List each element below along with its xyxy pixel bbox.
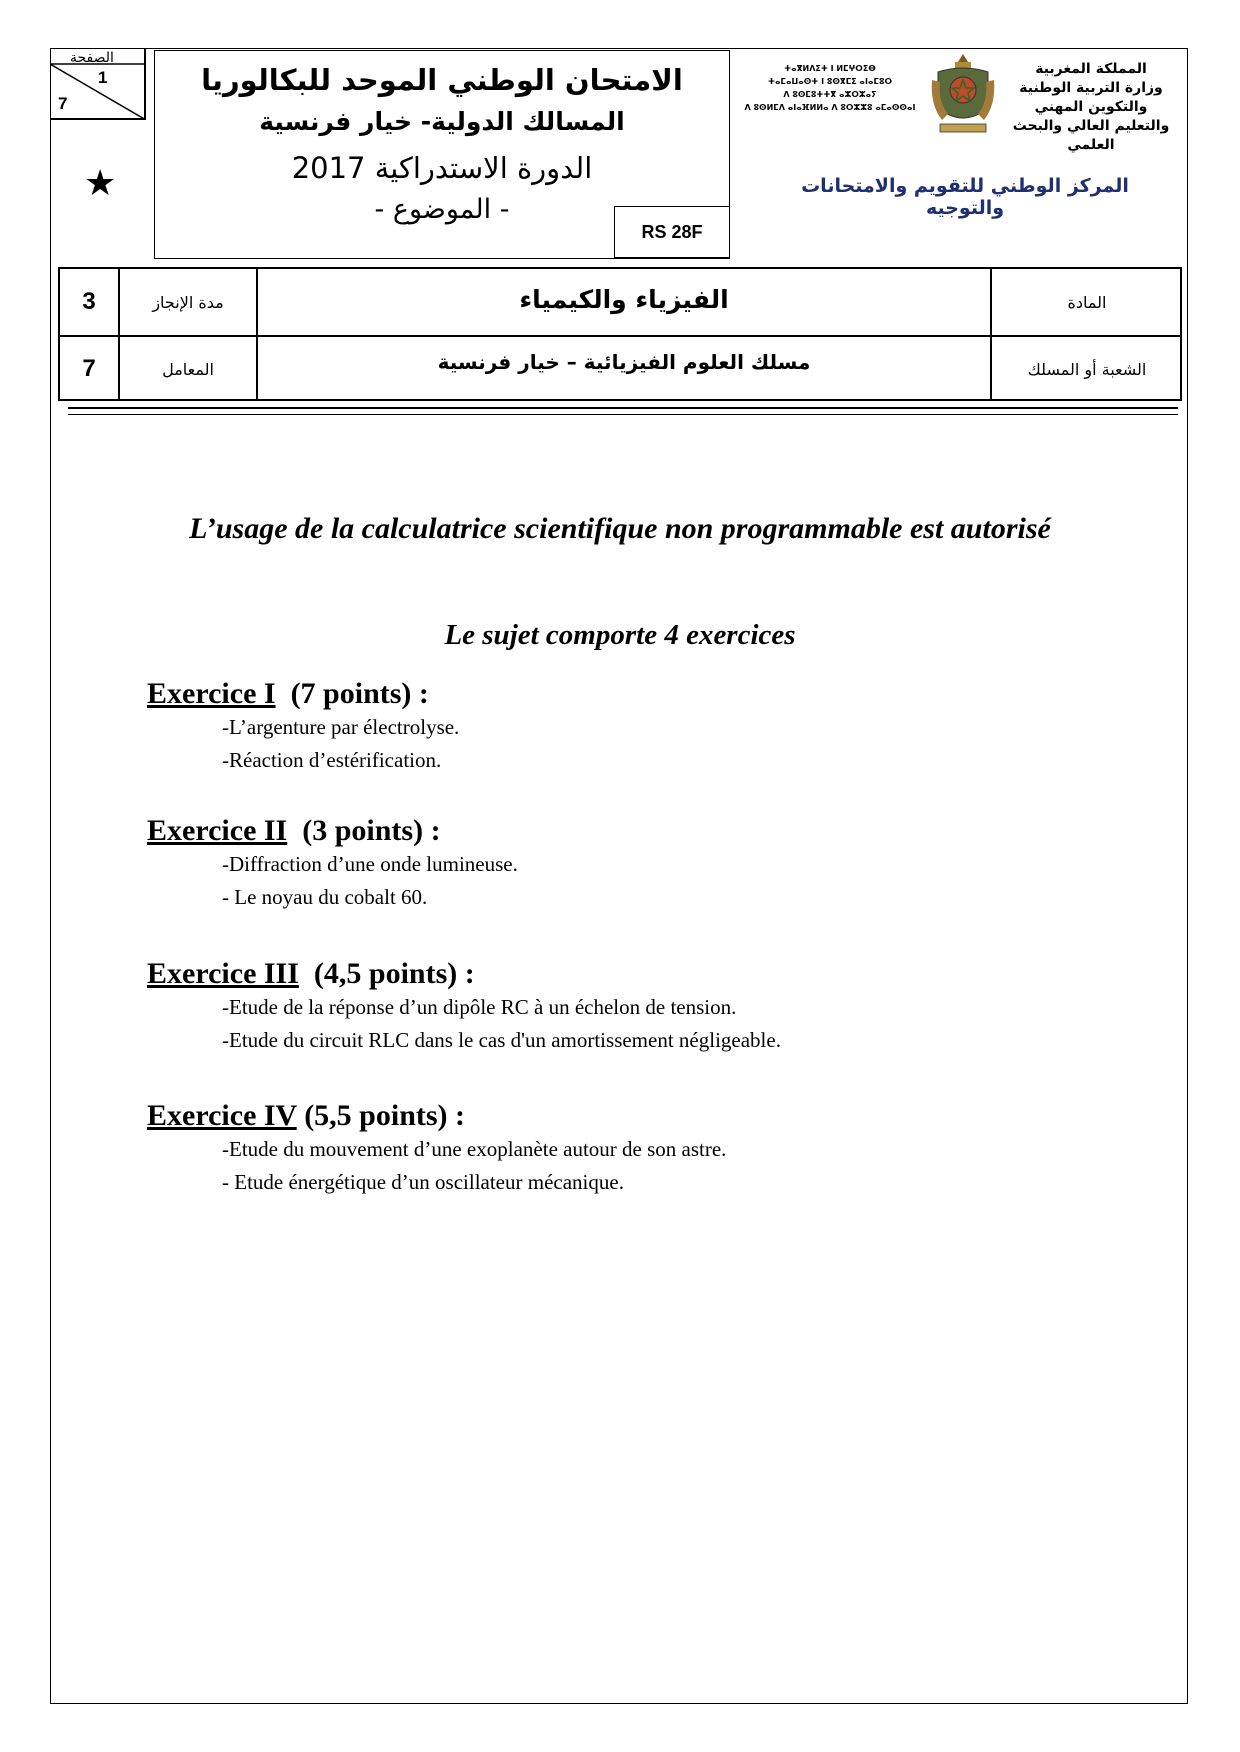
exercise-block — [147, 814, 518, 914]
exercise-topic: -Réaction d’estérification. — [222, 748, 442, 772]
ministry-name — [996, 60, 1186, 155]
page-total: 7 — [58, 94, 68, 113]
header-divider-thin — [68, 414, 1178, 415]
page-counter-box — [50, 48, 146, 120]
ministry-line: والتعليم العالي والبحث العلمي — [1012, 118, 1170, 153]
tifinagh-line: ⵜⴰⴳⵍⴷⵉⵜ ⵏ ⵍⵎⵖⵔⵉⴱ — [784, 64, 876, 73]
subject-field-label: المادة — [1067, 292, 1107, 312]
exercise-name: Exercice IV — [147, 1099, 297, 1132]
page-label: الصفحة — [70, 50, 114, 66]
exam-info-table — [58, 267, 1182, 401]
duration-label: مدة الإنجاز — [152, 292, 224, 312]
subject-note: Le sujet comporte 4 exercices — [444, 619, 796, 651]
star-icon: ★ — [84, 163, 117, 204]
tifinagh-line: ⴷ ⵓⵙⵎⵓⵜⵜⴳ ⴰⵣⵔⵣⴰⵢ — [783, 90, 877, 99]
header-divider — [68, 407, 1178, 409]
exercise-block — [147, 1099, 726, 1199]
duration-value: 3 — [82, 288, 96, 315]
tifinagh-ministry-name — [732, 62, 928, 114]
ministry-line: والتكوين المهني — [1034, 99, 1148, 115]
exercise-block — [147, 957, 781, 1057]
ministry-line: وزارة التربية الوطنية — [1019, 80, 1163, 96]
exercise-topic: -L’argenture par électrolyse. — [222, 715, 460, 739]
exercise-heading — [147, 1099, 726, 1133]
exercise-points: (4,5 points) : — [313, 957, 475, 990]
exercise-name: Exercice I — [147, 677, 276, 710]
exercise-name: Exercice II — [147, 814, 288, 847]
evaluation-center-name: المركز الوطني للتقويم والامتحانات والتوجيه — [801, 175, 1129, 219]
exercise-heading — [147, 957, 781, 991]
exercise-points: (7 points) : — [290, 677, 429, 710]
exercise-name: Exercice III — [147, 957, 299, 990]
page-number: 1 — [98, 68, 108, 87]
exercise-heading — [147, 677, 459, 711]
tifinagh-line: ⵜⴰⵎⴰⵡⴰⵙⵜ ⵏ ⵓⵙⴳⵎⵉ ⴰⵏⴰⵎⵓⵔ — [768, 77, 892, 86]
coefficient-value: 7 — [82, 355, 96, 382]
exercise-topic: -Diffraction d’une onde lumineuse. — [222, 852, 518, 876]
exercise-topic: - Etude énergétique d’un oscillateur mécanique. — [222, 1170, 624, 1194]
exam-code: RS 28F — [614, 206, 730, 258]
subject-label: - الموضوع - — [374, 194, 510, 225]
exercise-topic: -Etude du mouvement d’une exoplanète autour de son astre. — [222, 1137, 727, 1161]
track-field-label: الشعبة أو المسلك — [1027, 359, 1147, 379]
exam-track-title: المسالك الدولية- خيار فرنسية — [259, 107, 625, 136]
subject-name: الفيزياء والكيمياء — [519, 284, 729, 314]
coefficient-label: المعامل — [162, 359, 214, 379]
exercise-heading — [147, 814, 518, 848]
exercise-topic: -Etude de la réponse d’un dipôle RC à un échelon de tension. — [222, 995, 737, 1019]
coat-of-arms-icon — [928, 50, 998, 140]
exam-title: الامتحان الوطني الموحد للبكالوريا — [201, 63, 683, 97]
exercise-block — [147, 677, 459, 777]
exercise-points: (3 points) : — [302, 814, 441, 847]
ministry-line: المملكة المغربية — [1035, 61, 1147, 77]
exam-session: الدورة الاستدراكية 2017 — [291, 151, 593, 185]
exercise-topic: -Etude du circuit RLC dans le cas d'un amortissement négligeable. — [222, 1028, 781, 1052]
exercise-topic: - Le noyau du cobalt 60. — [222, 885, 428, 909]
calculator-note: L’usage de la calculatrice scientifique non programmable est autorisé — [189, 512, 1051, 545]
track-name: مسلك العلوم الفيزيائية – خيار فرنسية — [437, 350, 811, 374]
tifinagh-line: ⴷ ⵓⵙⵍⵎⴷ ⴰⵏⴰⴼⵍⵍⴰ ⴷ ⵓⵔⵣⵣⵓ ⴰⵎⴰⵙⵙⴰⵏ — [744, 103, 916, 112]
exercise-points: (5,5 points) : — [304, 1099, 466, 1132]
